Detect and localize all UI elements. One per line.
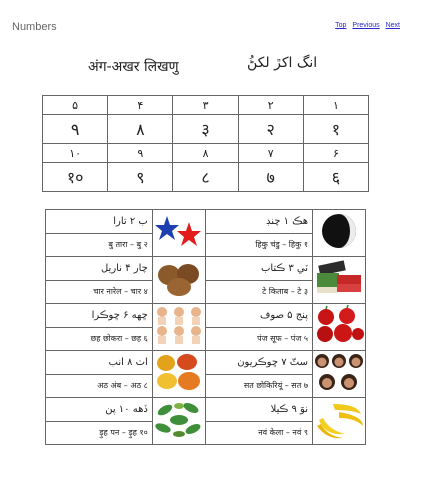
apples-icon [312, 304, 365, 351]
number-cell: १ [303, 115, 368, 144]
mangoes-icon [152, 351, 205, 398]
word-hindi: नवं केला – नवं ९ [205, 421, 312, 445]
word-hindi: ड़ुह पन – ड़ुह १० [46, 421, 153, 445]
previous-link[interactable]: Previous [352, 22, 380, 29]
number-cell: ۴ [108, 96, 173, 115]
word-hindi: बु तारा – बु २ [46, 233, 153, 257]
number-cell: ८ [173, 163, 238, 192]
number-cell: ۷ [238, 144, 303, 163]
girls-icon [312, 351, 365, 398]
moon-icon [312, 210, 365, 257]
word-row [46, 351, 366, 375]
word-sindhi: نوَ ۹ ڪيلا [205, 398, 312, 422]
word-sindhi: چار ۴ ناریل [46, 257, 153, 281]
number-cell: ۹ [43, 115, 108, 144]
stars-icon [152, 210, 205, 257]
number-cell: ۸ [173, 144, 238, 163]
word-sindhi: پنج ۵ صوف [205, 304, 312, 328]
number-cell: ۱۰ [43, 144, 108, 163]
next-link[interactable]: Next [385, 22, 400, 29]
word-sindhi: ب ۲ تارا [46, 210, 153, 234]
number-cell: १० [43, 163, 108, 192]
page-title: Numbers [12, 21, 57, 33]
word-sindhi: ڏهه ۱۰ پن [46, 398, 153, 422]
word-row [46, 210, 366, 234]
number-cell: ۸ [108, 115, 173, 144]
word-sindhi: ٽي ۳ ڪتاب [205, 257, 312, 281]
number-cell: ३ [173, 115, 238, 144]
number-cell: ९ [108, 163, 173, 192]
numbers-table [42, 95, 369, 192]
word-sindhi: ستّ ۷ ڇوڪريون [205, 351, 312, 375]
word-sindhi: ڇهه ۶ ڇوڪرا [46, 304, 153, 328]
numbers-row [43, 115, 369, 144]
coconut-icon [152, 257, 205, 304]
word-hindi: टे किताब – टे ३ [205, 280, 312, 304]
numbers-row [43, 96, 369, 115]
heading-sindhi: انگ اکڙ لکڻُ [247, 55, 318, 71]
number-cell: ۹ [108, 144, 173, 163]
word-hindi: पंज सूफ – पंज ५ [205, 327, 312, 351]
top-link[interactable]: Top [335, 22, 347, 29]
word-hindi: सत छोकिरियूं – सत ७ [205, 374, 312, 398]
word-hindi: अठ अंब – अठ ८ [46, 374, 153, 398]
word-hindi: हिकु चंडु – हिकु १ [205, 233, 312, 257]
number-cell: ۲ [238, 96, 303, 115]
page-nav [331, 22, 400, 29]
bananas-icon [312, 398, 365, 445]
number-cell: ६ [303, 163, 368, 192]
heading-devanagari: अंग-अखर लिखणु [88, 59, 179, 75]
books-icon [312, 257, 365, 304]
word-row [46, 398, 366, 422]
word-row [46, 257, 366, 281]
word-hindi: छह छोकरा – छह ६ [46, 327, 153, 351]
number-cell: ۵ [43, 96, 108, 115]
number-cell: ७ [238, 163, 303, 192]
number-cell: ۳ [173, 96, 238, 115]
numbers-row [43, 163, 369, 192]
number-cell: २ [238, 115, 303, 144]
words-table [45, 209, 366, 445]
leaves-icon [152, 398, 205, 445]
word-row [46, 304, 366, 328]
word-sindhi: اٺ ۸ انب [46, 351, 153, 375]
boys-icon [152, 304, 205, 351]
word-sindhi: هڪ ۱ چنڊ [205, 210, 312, 234]
number-cell: ۱ [303, 96, 368, 115]
word-hindi: चार नारेल – चार ४ [46, 280, 153, 304]
numbers-row [43, 144, 369, 163]
number-cell: ۶ [303, 144, 368, 163]
